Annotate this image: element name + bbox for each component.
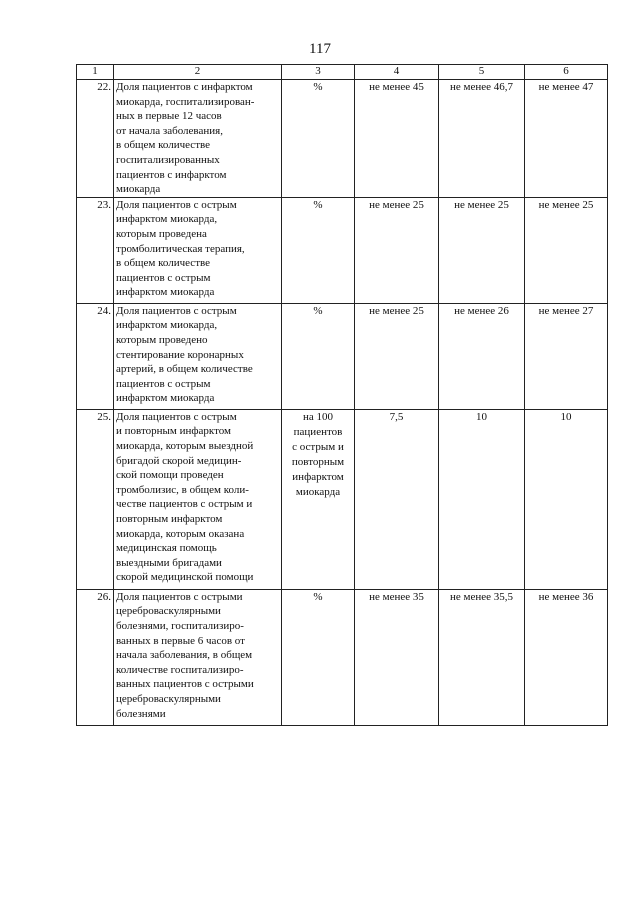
description-line: ванных в первые 6 часов от bbox=[116, 634, 245, 647]
description-line: повторным инфарктом bbox=[116, 512, 223, 525]
description-line: от начала заболевания, bbox=[116, 124, 223, 137]
unit-line: инфарктом bbox=[292, 470, 344, 483]
description-line: инфарктом миокарда, bbox=[116, 213, 218, 226]
description-line: инфарктом миокарда bbox=[116, 392, 215, 405]
description-line: болезнями bbox=[116, 707, 166, 720]
description-line: Доля пациентов с инфарктом bbox=[116, 81, 253, 93]
unit-line: повторным bbox=[291, 455, 345, 468]
description-line: цереброваскулярными bbox=[116, 692, 221, 705]
description-line: количестве госпитализиро- bbox=[116, 663, 244, 676]
value-col6: не менее 36 bbox=[525, 589, 608, 725]
unit-line: % bbox=[313, 81, 323, 93]
table-row bbox=[77, 589, 608, 725]
header-cell: 1 bbox=[77, 65, 114, 80]
description-line: в общем количестве bbox=[116, 139, 211, 152]
description-line: Доля пациентов с острым bbox=[116, 198, 237, 211]
value-col6: не менее 27 bbox=[525, 303, 608, 409]
table-row bbox=[77, 303, 608, 409]
header-row bbox=[77, 65, 608, 80]
description-line: медицинская помощь bbox=[116, 542, 217, 555]
table-row bbox=[77, 197, 608, 303]
description-line: которым проведено bbox=[116, 333, 208, 346]
description-line: ных в первые 12 часов bbox=[116, 110, 222, 123]
value-col5: не менее 26 bbox=[439, 303, 525, 409]
header-cell: 3 bbox=[282, 65, 355, 80]
indicator-description bbox=[114, 589, 282, 725]
description-line: Доля пациентов с острыми bbox=[116, 590, 243, 603]
value-col5: 10 bbox=[439, 409, 525, 589]
description-line: ской помощи проведен bbox=[116, 469, 224, 482]
description-line: миокарда, госпитализирован- bbox=[116, 95, 255, 108]
description-line: честве пациентов с острым и bbox=[116, 498, 253, 511]
unit-line: пациентов bbox=[293, 425, 343, 438]
value-col5: не менее 25 bbox=[439, 197, 525, 303]
description-line: выездными бригадами bbox=[116, 556, 222, 569]
header-cell: 6 bbox=[525, 65, 608, 80]
unit-line: % bbox=[313, 198, 323, 211]
unit-line: на 100 bbox=[302, 410, 334, 423]
indicator-description bbox=[114, 197, 282, 303]
indicator-description bbox=[114, 80, 282, 198]
row-number: 25. bbox=[77, 409, 114, 589]
table-row bbox=[77, 80, 608, 198]
unit-cell bbox=[282, 409, 355, 589]
table-row bbox=[77, 409, 608, 589]
value-col4: 7,5 bbox=[355, 409, 439, 589]
indicator-description bbox=[114, 409, 282, 589]
description-line: болезнями, госпитализиро- bbox=[116, 619, 244, 632]
description-line: ванных пациентов с острыми bbox=[116, 678, 254, 691]
description-line: инфарктом миокарда bbox=[116, 286, 215, 299]
description-line: пациентов с инфарктом bbox=[116, 168, 227, 181]
indicators-table bbox=[76, 64, 608, 726]
description-line: начала заболевания, в общем bbox=[116, 649, 253, 662]
unit-cell bbox=[282, 197, 355, 303]
row-number: 26. bbox=[77, 589, 114, 725]
description-line: пациентов с острым bbox=[116, 377, 211, 390]
unit-cell bbox=[282, 589, 355, 725]
description-line: миокарда bbox=[116, 183, 161, 196]
indicator-description bbox=[114, 303, 282, 409]
value-col6: не менее 47 bbox=[525, 80, 608, 198]
description-line: Доля пациентов с острым bbox=[116, 410, 237, 423]
unit-line: с острым и bbox=[292, 440, 344, 453]
value-col4: не менее 25 bbox=[355, 303, 439, 409]
header-cell: 2 bbox=[114, 65, 282, 80]
row-number: 23. bbox=[77, 197, 114, 303]
description-line: стентирование коронарных bbox=[116, 348, 244, 361]
unit-cell bbox=[282, 303, 355, 409]
value-col4: не менее 45 bbox=[355, 80, 439, 198]
description-line: тромболитическая терапия, bbox=[116, 242, 245, 255]
value-col5: не менее 35,5 bbox=[439, 589, 525, 725]
value-col4: не менее 35 bbox=[355, 589, 439, 725]
description-line: бригадой скорой медицин- bbox=[116, 454, 242, 467]
description-line: миокарда, которым оказана bbox=[116, 527, 245, 540]
description-line: артерий, в общем количестве bbox=[116, 363, 253, 376]
row-number: 22. bbox=[77, 80, 114, 198]
value-col6: 10 bbox=[525, 409, 608, 589]
unit-line: миокарда bbox=[295, 485, 341, 498]
value-col5: не менее 46,7 bbox=[439, 80, 525, 198]
unit-line: % bbox=[313, 590, 323, 603]
description-line: и повторным инфарктом bbox=[116, 425, 231, 438]
description-line: Доля пациентов с острым bbox=[116, 304, 237, 317]
value-col4: не менее 25 bbox=[355, 197, 439, 303]
value-col6: не менее 25 bbox=[525, 197, 608, 303]
header-cell: 5 bbox=[439, 65, 525, 80]
description-line: тромболизис, в общем коли- bbox=[116, 483, 249, 496]
description-line: госпитализированных bbox=[116, 153, 220, 166]
description-line: в общем количестве bbox=[116, 257, 211, 270]
description-line: скорой медицинской помощи bbox=[116, 571, 254, 584]
description-line: которым проведена bbox=[116, 227, 207, 240]
header-cell: 4 bbox=[355, 65, 439, 80]
unit-line: % bbox=[313, 304, 323, 317]
page-number: 117 bbox=[309, 41, 331, 57]
row-number: 24. bbox=[77, 303, 114, 409]
description-line: пациентов с острым bbox=[116, 271, 211, 284]
description-line: миокарда, которым выездной bbox=[116, 439, 254, 452]
description-line: инфарктом миокарда, bbox=[116, 319, 218, 332]
unit-cell bbox=[282, 80, 355, 198]
description-line: цереброваскулярными bbox=[116, 605, 221, 618]
